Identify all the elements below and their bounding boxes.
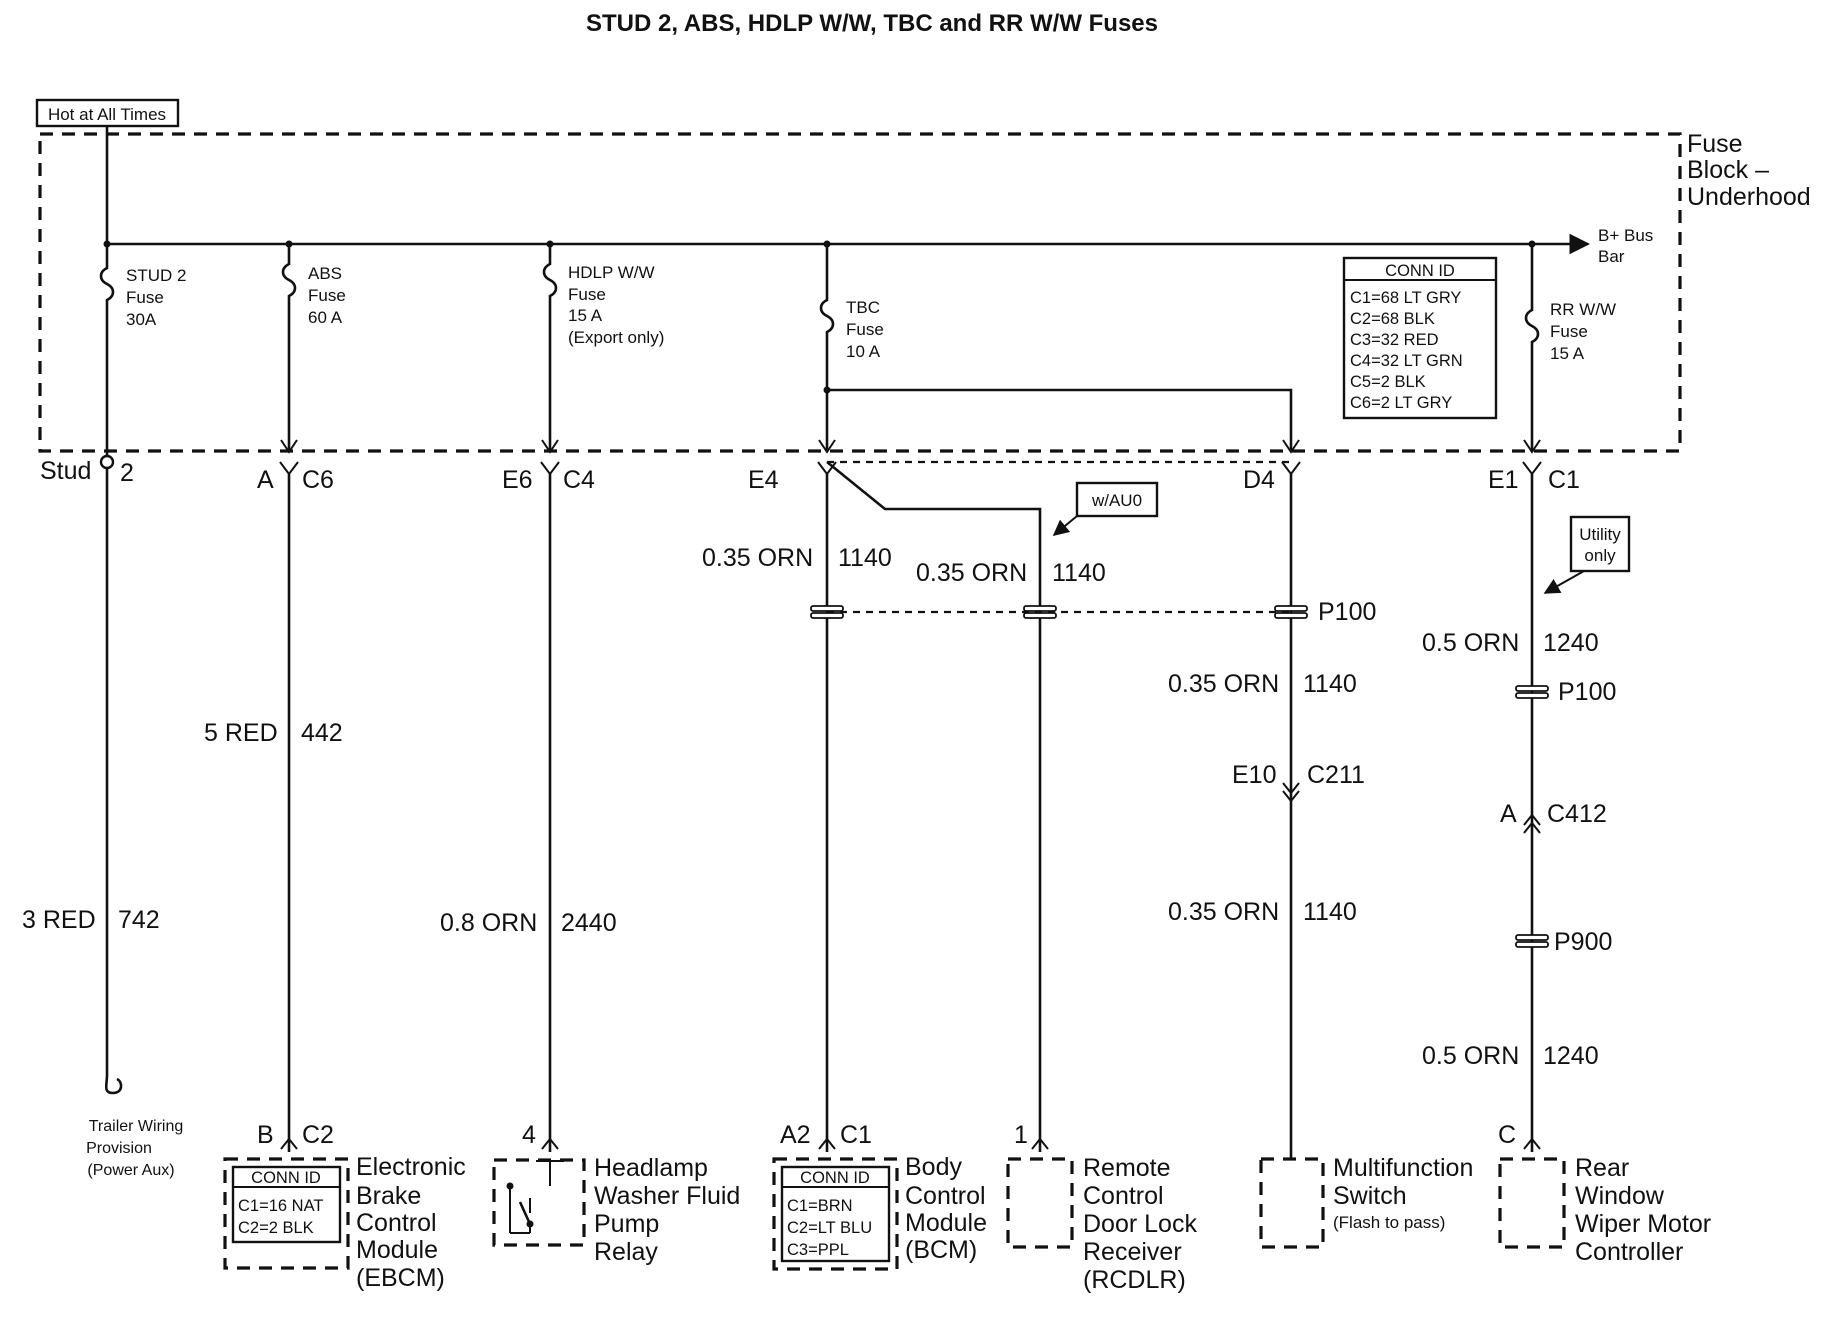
rr-ww-fuse (1524, 244, 1616, 452)
rwwmc-label-1: Rear (1575, 1154, 1630, 1182)
ebcm-label-1: Electronic (356, 1153, 466, 1181)
rcdlr-pin: 1 (1014, 1121, 1028, 1149)
bcm-label-3: Module (905, 1209, 987, 1237)
c6-label: C6 (302, 466, 334, 494)
inline-pin: A (1500, 800, 1517, 828)
bcm-label-4: (BCM) (905, 1236, 978, 1264)
relay-label-2: Washer Fluid (594, 1182, 741, 1210)
splice-p100-rr (1516, 693, 1548, 698)
trailer-label-3: (Power Aux) (87, 1162, 175, 1179)
mfs-label-2: Switch (1333, 1182, 1407, 1210)
hdlp-fuse-label-2: Fuse (568, 285, 606, 304)
circuit-1140-rcdlr (827, 462, 1291, 1152)
e4-pin: E4 (748, 466, 779, 494)
wire-color: 5 RED (204, 719, 278, 747)
ebcm-label-4: Module (356, 1236, 438, 1264)
circuit-number: 442 (301, 719, 343, 747)
tbc-fuse (819, 244, 1299, 452)
diagram-title: STUD 2, ABS, HDLP W/W, TBC and RR W/W Fuses (585, 10, 1159, 37)
fuse-block-conn-id (1344, 258, 1496, 418)
conn-id-row: C6=2 LT GRY (1350, 394, 1453, 412)
bcm-conn-row: C3=PPL (787, 1241, 849, 1259)
rcdlr-label-1: Remote (1083, 1154, 1171, 1182)
fuse-block-label-1: Fuse (1687, 130, 1743, 158)
d4-pin: D4 (1243, 466, 1275, 494)
inline-conn: C412 (1547, 800, 1607, 828)
bus-bar-label-1: B+ Bus (1598, 226, 1654, 245)
circuit-2440 (440, 474, 617, 1152)
splice-label: P100 (1318, 598, 1377, 626)
utility-note-1: Utility (1579, 525, 1621, 544)
stud2-fuse-label-1: STUD 2 (126, 266, 187, 285)
circuit-number: 1240 (1543, 1042, 1599, 1070)
circuit-number: 1140 (1303, 898, 1357, 926)
trailer-label-1: Trailer Wiring (88, 1118, 184, 1135)
rrww-fuse-label-2: Fuse (1550, 322, 1588, 341)
stud2-fuse-label-2: Fuse (126, 288, 164, 307)
relay-label-3: Pump (594, 1210, 660, 1238)
conn-id-title: CONN ID (1385, 262, 1455, 280)
relay-pin: 4 (522, 1121, 536, 1149)
rwwmc-label-2: Window (1575, 1182, 1664, 1210)
splice-p900 (1516, 935, 1548, 940)
stud2-fuse (101, 244, 186, 462)
bcm-conn-row: C1=BRN (787, 1197, 853, 1215)
tbc-fuse-label-2: Fuse (846, 320, 884, 339)
bcm-pin: A2 (780, 1121, 811, 1149)
hdlp-fuse-label-1: HDLP W/W (568, 263, 655, 282)
relay-component (494, 1121, 740, 1266)
c6-pin: A (257, 466, 274, 494)
fuse-block-label-3: Underhood (1687, 183, 1811, 211)
conn-id-row: C4=32 LT GRN (1350, 352, 1463, 370)
utility-note-2: only (1584, 546, 1616, 565)
stud-number: 2 (120, 459, 134, 487)
c4-pin: E6 (502, 466, 533, 494)
stud2-fuse-label-3: 30A (126, 310, 157, 329)
hdlp-fuse-label-4: (Export only) (568, 328, 665, 347)
ebcm-pin: B (257, 1121, 274, 1149)
circuit-442 (204, 474, 343, 1152)
rcdlr-label-5: (RCDLR) (1083, 1266, 1186, 1294)
splice-p100-rr (1516, 686, 1548, 691)
splice-label: P900 (1554, 928, 1613, 956)
bcm-conn-row: C2=LT BLU (787, 1219, 873, 1237)
splice-label: P100 (1558, 678, 1617, 706)
wire-color: 0.35 ORN (916, 559, 1028, 587)
rwwmc-pin: C (1498, 1121, 1517, 1149)
rrww-fuse-label-3: 15 A (1550, 344, 1585, 363)
abs-fuse (281, 244, 346, 452)
abs-fuse-label-2: Fuse (308, 286, 346, 305)
bus-bar-label-2: Bar (1598, 247, 1625, 266)
ebcm-label-2: Brake (356, 1182, 422, 1210)
ebcm-conn-title: CONN ID (251, 1169, 321, 1187)
rwwmc-label-3: Wiper Motor (1575, 1210, 1712, 1238)
mfs-label-3: (Flash to pass) (1333, 1213, 1446, 1232)
wire-color: 0.5 ORN (1422, 629, 1520, 657)
ebcm-conn-row: C1=16 NAT (238, 1197, 324, 1215)
splice-p100 (1275, 613, 1307, 618)
circuit-1240 (1422, 474, 1629, 1152)
trailer-label-2: Provision (86, 1140, 152, 1157)
inline-conn: C211 (1307, 761, 1365, 789)
conn-id-row: C1=68 LT GRY (1350, 289, 1462, 307)
conn-id-row: C3=32 RED (1350, 331, 1439, 349)
fuse-block-label-2: Block – (1687, 156, 1769, 184)
splice-p100 (1275, 606, 1307, 611)
rcdlr-label-2: Control (1083, 1182, 1164, 1210)
rcdlr-label-3: Door Lock (1083, 1210, 1197, 1238)
circuit-number: 1140 (1052, 559, 1106, 587)
relay-label-1: Headlamp (594, 1154, 708, 1182)
circuit-number: 742 (118, 906, 160, 934)
stud-label: Stud (40, 457, 92, 485)
mfs-label-1: Multifunction (1333, 1154, 1474, 1182)
tbc-fuse-label-3: 10 A (846, 342, 881, 361)
relay-label-4: Relay (594, 1238, 658, 1266)
hdlp-ww-fuse (542, 244, 664, 452)
rcdlr-label-4: Receiver (1083, 1238, 1182, 1266)
wire-color: 3 RED (22, 906, 96, 934)
c1-label: C1 (1548, 466, 1580, 494)
wire-color: 0.35 ORN (1168, 670, 1280, 698)
ebcm-label-5: (EBCM) (356, 1264, 445, 1292)
wire-color: 0.35 ORN (1168, 898, 1280, 926)
conn-id-row: C5=2 BLK (1350, 373, 1426, 391)
au0-note: w/AU0 (1091, 491, 1143, 510)
ebcm-conn-row: C2=2 BLK (238, 1219, 314, 1237)
circuit-1140-bcm (702, 474, 892, 1152)
circuit-1140-mfs (1168, 474, 1376, 1158)
conn-id-row: C2=68 BLK (1350, 310, 1435, 328)
stud-terminal (101, 456, 113, 468)
circuit-number: 2440 (561, 909, 617, 937)
c4-label: C4 (563, 466, 595, 494)
inline-pin: E10 (1232, 761, 1277, 789)
circuit-742 (22, 468, 183, 1179)
ebcm-component (225, 1121, 466, 1292)
mfs-component (1261, 1154, 1473, 1247)
circuit-number: 1140 (838, 544, 892, 572)
circuit-number: 1240 (1543, 629, 1599, 657)
hdlp-fuse-label-3: 15 A (568, 306, 603, 325)
splice-p900 (1516, 942, 1548, 947)
ebcm-conn: C2 (302, 1121, 334, 1149)
hot-at-all-times-label: Hot at All Times (47, 105, 167, 124)
abs-fuse-label-3: 60 A (308, 308, 343, 327)
ebcm-label-3: Control (356, 1209, 437, 1237)
wire-color: 0.35 ORN (702, 544, 814, 572)
rrww-fuse-label-1: RR W/W (1550, 300, 1617, 319)
bcm-component (774, 1121, 987, 1269)
c1-pin: E1 (1488, 466, 1519, 494)
bcm-label-2: Control (905, 1182, 986, 1210)
bcm-conn-title: CONN ID (800, 1169, 870, 1187)
bcm-conn: C1 (840, 1121, 872, 1149)
tbc-fuse-label-1: TBC (846, 298, 880, 317)
abs-fuse-label-1: ABS (308, 264, 343, 283)
rcdlr-component (1008, 1121, 1197, 1294)
bcm-label-1: Body (905, 1153, 962, 1181)
wire-color: 0.8 ORN (440, 909, 538, 937)
rwwmc-label-4: Controller (1575, 1238, 1684, 1266)
circuit-number: 1140 (1303, 670, 1357, 698)
wire-color: 0.5 ORN (1422, 1042, 1520, 1070)
